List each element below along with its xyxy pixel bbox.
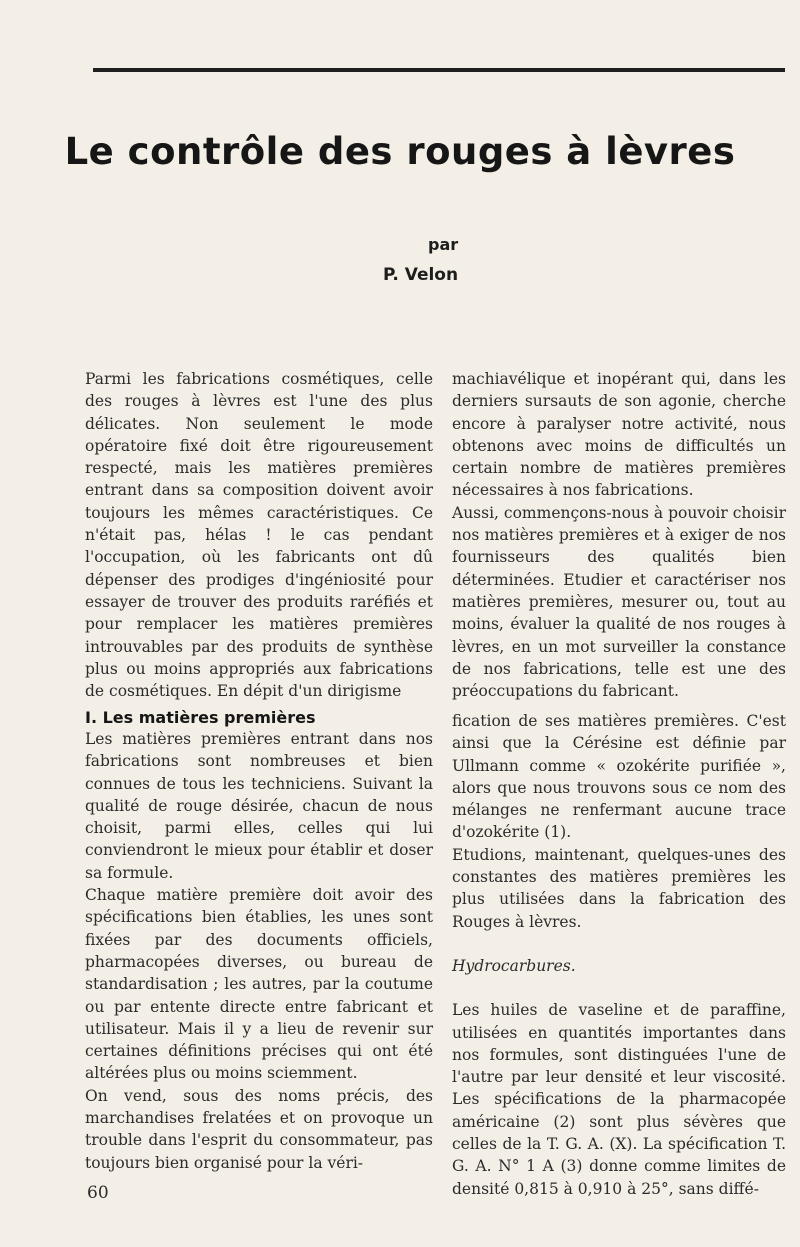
byline: par — [428, 235, 459, 254]
section-paragraph: On vend, sous des noms précis, des marchandises frelatées et on provoque un trouble dans l'esprit du consommateur, pas toujours bien organisé pour la véri- — [85, 1086, 433, 1172]
section-right-column — [452, 710, 786, 1200]
intro-paragraph: Parmi les fabrications cosmétiques, celle des rouges à lèvres est l'une des plus délicates. Non seulement le mode opératoire fixé doit être rigoureusement respecté, mais les matières premières entrant dans sa composition doivent avoir toujours les mêmes caractéristiques. Ce n'était pas, hélas ! le cas pendant l'occupation, où les fabricants ont dû dépenser des prodiges d'ingéniosité pour essayer de trouver des produits raréfiés et pour remplacer les matières premières introuvables par des produits de synthèse plus ou moins appropriés aux fabrications de cosmétiques. En dépit d'un dirigisme — [85, 370, 433, 701]
section-paragraph: Etudions, maintenant, quelques-unes des constantes des matières premières les plus utilisées dans la fabrication des Rouges à lèvres. — [452, 845, 786, 931]
section-paragraph: Les matières premières entrant dans nos fabrications sont nombreuses et bien connues de tous les techniciens. Suivant la qualité de rouge désirée, chacun de nous choisit, parmi elles, celles qui lui conviendront le mieux pour établir et doser sa formule. — [85, 730, 433, 882]
intro-right-column — [452, 368, 786, 702]
article-title: Le contrôle des rouges à lèvres — [64, 130, 736, 173]
section-left-column — [85, 728, 433, 1174]
author-name: P. Velon — [383, 265, 459, 285]
page-number: 60 — [87, 1183, 109, 1203]
section-paragraph: Les huiles de vaseline et de paraffine, utilisées en quantités importantes dans nos formules, sont distinguées l'une de l'autre par leur densité et leur viscosité. Les spécifications de la pharmacopée américaine (2) sont plus sévères que celles de la T. G. A. (X). La spécification T. G. A. N° 1 A (3) donne comme limites de densité 0,815 à 0,910 à 25°, sans diffé- — [452, 1001, 786, 1198]
intro-left-column — [85, 368, 433, 702]
section-heading: I. Les matières premières — [85, 708, 316, 727]
intro-paragraph: Aussi, commençons-nous à pouvoir choisir nos matières premières et à exiger de nos fournisseurs des qualités bien déterminées. Etudier et caractériser nos matières premières, mesurer ou, tout au moins, évaluer la qualité de nos rouges à lèvres, en un mot surveiller la constance de nos fabrications, telle est une des préoccupations du fabricant. — [452, 503, 786, 701]
intro-paragraph: machiavélique et inopérant qui, dans les derniers sursauts de son agonie, cherche encore à paralyser notre activité, nous obtenons avec moins de difficultés un certain nombre de matières premières nécessaires à nos fabrications. — [452, 370, 786, 500]
section-paragraph: fication de ses matières premières. C'est ainsi que la Cérésine est définie par Ullmann comme « ozokérite purifiée », alors que nous trouvons sous ce nom des mélanges ne renfermant aucune trace d'ozokérite (1). — [452, 712, 786, 842]
section-paragraph: Chaque matière première doit avoir des spécifications bien établies, les unes sont fixées par des documents officiels, pharmacopées diverses, ou bureau de standardisation ; les autres, par la coutume ou par entente directe entre fabricant et utilisateur. Mais il y a lieu de revenir sur certaines définitions précises qui ont été altérées plus ou moins sciemment. — [85, 886, 433, 1083]
top-rule — [93, 68, 785, 72]
subsection-heading: Hydrocarbures. — [452, 956, 576, 975]
